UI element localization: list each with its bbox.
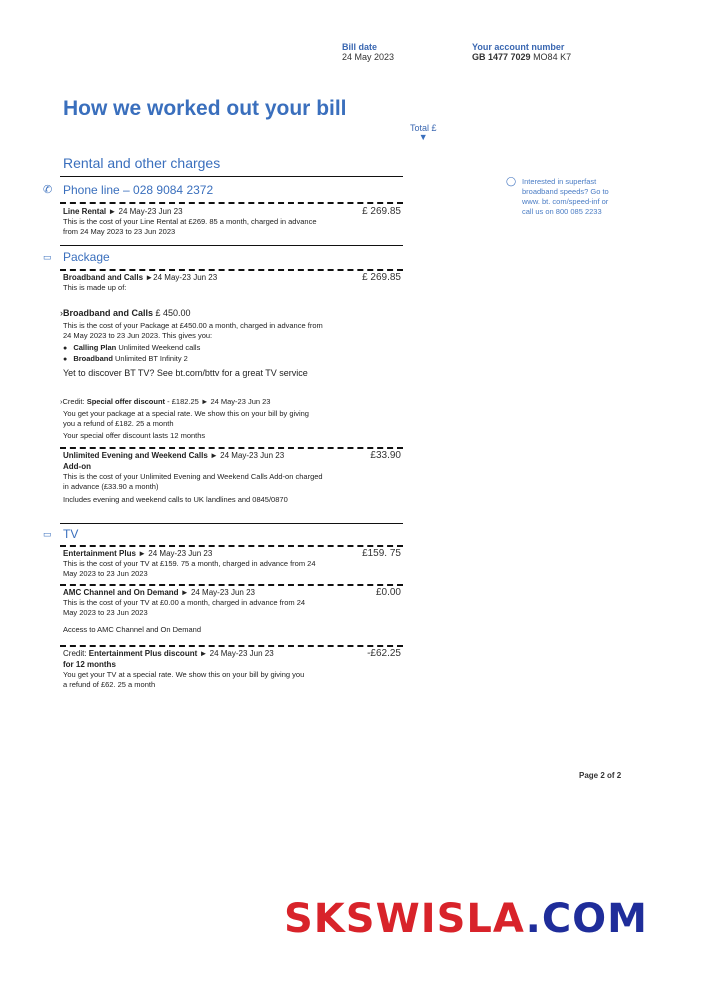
amc-desc-1: This is the cost of your TV at £0.00 a month, charged in advance from 24 (63, 598, 306, 607)
superfast-note-line-1: Interested in superfast (522, 177, 597, 186)
line-rental-name: Line Rental (63, 207, 107, 216)
addon-period: ► 24 May-23 Jun 23 (210, 451, 285, 460)
total-column-header (410, 123, 437, 142)
phone-line-heading: Phone line – 028 9084 2372 (63, 183, 214, 197)
tv-icon: ▭ (43, 529, 52, 539)
broadband-label: Broadband (73, 354, 113, 363)
entertainment-name: Entertainment Plus (63, 549, 136, 558)
line-rental-period: ► 24 May-23 Jun 23 (108, 207, 183, 216)
item-rule (60, 447, 403, 449)
addon-amount: £33.90 (370, 450, 401, 461)
rental-heading: Rental and other charges (63, 155, 221, 171)
bill-date-value: 24 May 2023 (342, 52, 395, 62)
amc-desc-3: Access to AMC Channel and On Demand (63, 625, 201, 634)
addon-desc-1: This is the cost of your Unlimited Evening and Weekend Calls Add-on charged (63, 472, 323, 481)
discount-name-2: for 12 months (63, 660, 116, 669)
broadband-calls-name: Broadband and Calls (63, 273, 144, 282)
account-number-value (472, 52, 571, 62)
amc-name: AMC Channel and On Demand (63, 588, 179, 597)
addon-desc-3: Includes evening and weekend calls to UK landlines and 0845/0870 (63, 495, 288, 504)
item-rule (60, 202, 403, 204)
entertainment-desc-2: May 2023 to 23 Jun 2023 (63, 569, 148, 578)
credit-desc-3: Your special offer discount lasts 12 months (63, 431, 206, 440)
bill-date-block (342, 42, 394, 62)
special-offer-credit (60, 397, 400, 441)
amc-channel-item (63, 587, 401, 635)
package-sub-desc-2: 24 May 2023 to 23 Jun 2023. This gives you: (63, 331, 213, 340)
item-rule (60, 269, 403, 271)
broadband-calls-amount: £ 269.85 (362, 272, 401, 283)
bt-tv-promo: Yet to discover BT TV? See bt.com/bttv for a great TV service (63, 368, 308, 378)
box-icon: ▭ (43, 252, 52, 262)
credit-name: Special offer discount (86, 397, 166, 406)
amc-amount: £0.00 (375, 587, 401, 598)
calling-plan-bullet (63, 343, 400, 354)
watermark-part-2: .COM (525, 896, 648, 942)
discount-prefix: Credit: (63, 649, 87, 658)
line-rental-amount: £ 269.85 (362, 206, 401, 217)
calling-plan-value: Unlimited Weekend calls (118, 343, 201, 352)
broadband-value: Unlimited BT Infinity 2 (115, 354, 188, 363)
page-title: How we worked out your bill (63, 97, 347, 120)
discount-desc-1: You get your TV at a special rate. We show this on your bill by giving you (63, 670, 305, 679)
watermark-part-1: SKSWISLA (284, 896, 526, 942)
superfast-note-line-2: broadband speeds? Go to (522, 187, 609, 196)
made-up-of-text: This is made up of: (63, 283, 127, 292)
account-number-bold: GB 1477 7029 (472, 52, 531, 62)
credit-prefix: Credit: (62, 397, 85, 406)
package-sub-amount: £ 450.00 (155, 308, 191, 318)
watermark (284, 896, 648, 942)
account-number-block (472, 42, 571, 62)
entertainment-desc-1: This is the cost of your TV at £159. 75 a month, charged in advance from 24 (63, 559, 316, 568)
item-rule (60, 645, 403, 647)
evening-weekend-addon-item (63, 450, 401, 505)
superfast-note-line-3: www. bt. com/speed-inf or (522, 197, 609, 206)
tv-heading: TV (63, 527, 79, 541)
item-rule (60, 584, 403, 586)
section-rule (60, 176, 403, 177)
credit-desc-1: You get your package at a special rate. We show this on your bill by giving (63, 409, 309, 418)
superfast-note (522, 177, 609, 217)
calling-plan-label: Calling Plan (73, 343, 117, 352)
line-rental-desc-1: This is the cost of your Line Rental at £269. 85 a month, charged in advance (63, 217, 317, 226)
broadband-calls-item (63, 272, 401, 293)
chevron-right-icon: › (60, 308, 63, 318)
bill-date-label: Bill date (342, 42, 378, 52)
page-number: Page 2 of 2 (579, 771, 622, 780)
addon-desc-2: in advance (£33.90 a month) (63, 482, 159, 491)
entertainment-period: ► 24 May-23 Jun 23 (138, 549, 213, 558)
entertainment-amount: £159. 75 (362, 548, 401, 559)
discount-desc-2: a refund of £62. 25 a month (63, 680, 156, 689)
account-number-label: Your account number (472, 42, 565, 52)
credit-desc-2: you a refund of £182. 25 a month (63, 419, 174, 428)
addon-name-1: Unlimited Evening and Weekend Calls (63, 451, 208, 460)
superfast-note-line-4: call us on 800 085 2233 (522, 207, 602, 216)
total-label: Total £ (410, 123, 437, 133)
package-sub-title: Broadband and Calls (63, 308, 154, 318)
package-sub-desc-1: This is the cost of your Package at £450.00 a month, charged in advance from (63, 321, 323, 330)
discount-name-1: Entertainment Plus discount (88, 649, 198, 658)
entertainment-discount-item (63, 648, 401, 690)
credit-period: ► 24 May-23 Jun 23 (200, 397, 271, 406)
section-rule (60, 523, 403, 524)
phone-icon: ✆ (43, 184, 53, 196)
discount-amount: -£62.25 (367, 648, 401, 659)
broadband-calls-period: ►24 May-23 Jun 23 (145, 273, 218, 282)
amc-period: ► 24 May-23 Jun 23 (180, 588, 255, 597)
package-breakdown (60, 308, 400, 378)
chevron-down-icon: ▼ (418, 132, 428, 142)
credit-amount: - £182.25 (167, 397, 199, 406)
discount-period: ► 24 May-23 Jun 23 (199, 649, 274, 658)
chevron-right-icon: › (60, 397, 63, 406)
line-rental-item (63, 206, 401, 237)
broadband-bullet (63, 354, 400, 365)
line-rental-desc-2: from 24 May 2023 to 23 Jun 2023 (63, 227, 176, 236)
package-heading: Package (63, 250, 110, 264)
addon-name-2: Add-on (63, 462, 91, 471)
speech-bubble-icon: ◯ (506, 176, 517, 186)
item-rule (60, 545, 403, 547)
account-number-rest: MO84 K7 (533, 52, 572, 62)
amc-desc-2: May 2023 to 23 Jun 2023 (63, 608, 148, 617)
entertainment-plus-item (63, 548, 401, 579)
section-rule (60, 245, 403, 246)
